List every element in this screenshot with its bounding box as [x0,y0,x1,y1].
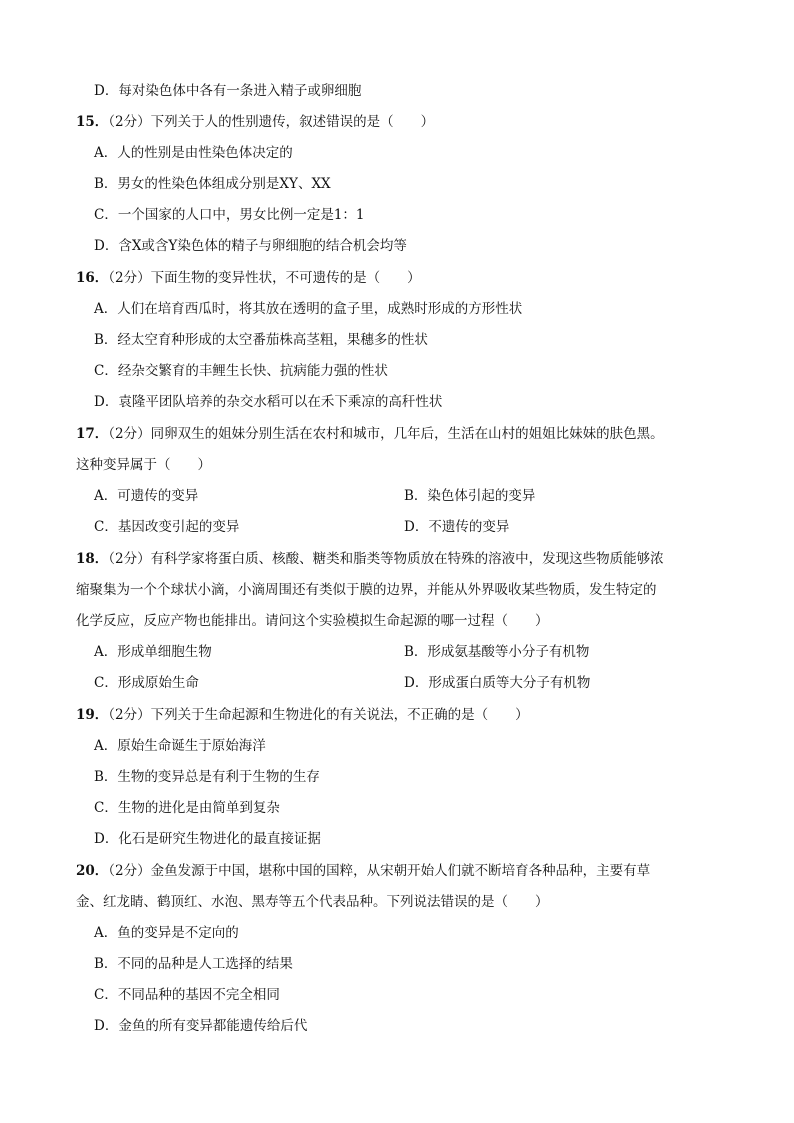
q20-option-c: C．不同品种的基因不完全相同 [94,987,280,1003]
q17-option-c: C．基因改变引起的变异 [94,519,240,535]
question-15-number: 15． [76,114,109,130]
q16-option-b: B．经太空育种形成的太空番茄株高茎粗，果穗多的性状 [94,332,428,348]
q14-option-d: D．每对染色体中各有一条进入精子或卵细胞 [94,83,362,99]
question-20-stem [76,862,650,880]
question-19-number: 19． [76,707,109,723]
q15-option-b: B．男女的性染色体组成分别是XY、XX [94,176,331,192]
question-20-text-line1: （2分）金鱼发源于中国，堪称中国的国粹，从宋朝开始人们就不断培育各种品种，主要有草 [108,863,651,879]
q15-option-d: D．含X或含Y染色体的精子与卵细胞的结合机会均等 [94,238,407,254]
q18-option-b: B．形成氨基酸等小分子有机物 [404,644,590,660]
q20-option-d: D．金鱼的所有变异都能遗传给后代 [94,1018,308,1034]
question-17-text-line1: （2分）同卵双生的姐妹分别生活在农村和城市，几年后，生活在山村的姐姐比妹妹的肤色黑。 [108,426,664,442]
q17-option-d: D．不遗传的变异 [404,519,510,535]
q15-option-a: A．人的性别是由性染色体决定的 [94,145,293,161]
question-15-text: （2分）下列关于人的性别遗传，叙述错误的是（ ） [108,114,435,130]
question-19-text: （2分）下列关于生命起源和生物进化的有关说法，不正确的是（ ） [108,707,529,723]
question-20-text-line2: 金、红龙睛、鹤顶红、水泡、黑寿等五个代表品种。下列说法错误的是（ ） [76,894,549,910]
question-17-text-line2: 这种变异属于（ ） [76,457,211,473]
q18-option-d: D．形成蛋白质等大分子有机物 [404,675,591,691]
q16-option-c: C．经杂交繁育的丰鲤生长快、抗病能力强的性状 [94,363,388,379]
question-19-stem [76,706,529,724]
q19-option-d: D．化石是研究生物进化的最直接证据 [94,831,321,847]
question-16-text: （2分）下面生物的变异性状，不可遗传的是（ ） [108,270,421,286]
question-18-number: 18． [76,551,109,567]
q16-option-a: A．人们在培育西瓜时，将其放在透明的盒子里，成熟时形成的方形性状 [94,301,523,317]
question-18-text-line1: （2分）有科学家将蛋白质、核酸、糖类和脂类等物质放在特殊的溶液中，发现这些物质能够浓 [108,551,664,567]
question-18-text-line2: 缩聚集为一个个球状小滴，小滴周围还有类似于膜的边界，并能从外界吸收某些物质，发生特定的 [76,582,657,598]
q20-option-b: B．不同的品种是人工选择的结果 [94,956,293,972]
question-17-number: 17． [76,426,109,442]
q16-option-d: D．袁隆平团队培养的杂交水稻可以在禾下乘凉的高秆性状 [94,394,443,410]
question-20-number: 20． [76,863,109,879]
q19-option-b: B．生物的变异总是有利于生物的生存 [94,769,320,785]
q18-option-a: A．形成单细胞生物 [94,644,212,660]
q15-option-c: C．一个国家的人口中，男女比例一定是1：1 [94,207,365,223]
q20-option-a: A．鱼的变异是不定向的 [94,925,239,941]
q18-option-c: C．形成原始生命 [94,675,199,691]
question-16-number: 16． [76,270,109,286]
q17-option-b: B．染色体引起的变异 [404,488,536,504]
q19-option-c: C．生物的进化是由简单到复杂 [94,800,280,816]
question-18-stem [76,550,664,568]
question-17-stem [76,425,664,443]
q19-option-a: A．原始生命诞生于原始海洋 [94,738,266,754]
question-18-text-line3: 化学反应，反应产物也能排出。请问这个实验模拟生命起源的哪一过程（ ） [76,613,549,629]
q17-option-a: A．可遗传的变异 [94,488,199,504]
question-15-stem [76,113,434,131]
question-16-stem [76,269,421,287]
